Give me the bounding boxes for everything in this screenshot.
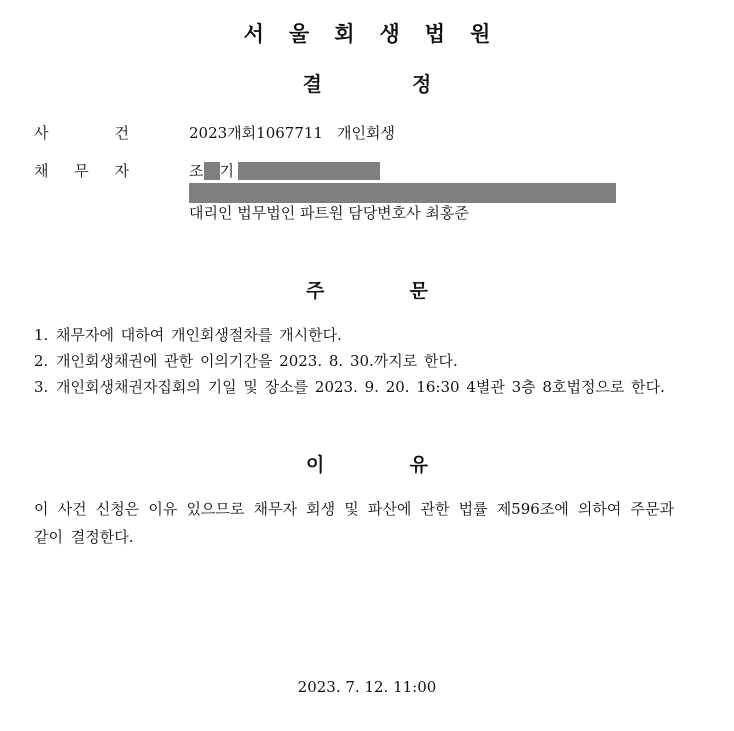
case-value xyxy=(189,123,395,143)
order-heading: 주 문 xyxy=(306,280,428,302)
case-type: 개인회생 xyxy=(336,124,395,142)
case-row xyxy=(34,123,395,143)
debtor-name-last: 기 xyxy=(219,162,234,180)
debtor-name-redaction xyxy=(204,162,220,180)
document-type: 결정 xyxy=(302,72,522,96)
debtor-id-redaction xyxy=(238,162,380,180)
reason-heading: 이 유 xyxy=(306,454,428,476)
debtor-address-redaction xyxy=(189,183,616,203)
case-label: 사 건 xyxy=(34,124,129,142)
order-item: 2. 개인회생채권에 관한 이의기간을 2023. 8. 30.까지로 한다. xyxy=(34,352,458,370)
debtor-value xyxy=(189,161,380,181)
court-name: 서울회생법원 xyxy=(243,22,516,46)
decision-date: 2023. 7. 12. 11:00 xyxy=(297,678,437,696)
debtor-name-first: 조 xyxy=(189,162,204,180)
debtor-row xyxy=(34,161,234,181)
reason-text: 이 사건 신청은 이유 있으므로 채무자 회생 및 파산에 관한 법률 제596조에 의하여 주문과 같이 결정한다. xyxy=(34,500,674,546)
case-number: 2023개회1067711 xyxy=(189,124,323,142)
debtor-label: 채 무 자 xyxy=(34,162,129,180)
order-list xyxy=(34,322,679,400)
order-item: 1. 채무자에 대하여 개인회생절차를 개시한다. xyxy=(34,326,342,344)
order-item: 3. 개인회생채권자집회의 기일 및 장소를 2023. 9. 20. 16:30 4별관 3층 8호법정으로 한다. xyxy=(34,378,665,396)
agent-line: 대리인 법무법인 파트원 담당변호사 최홍준 xyxy=(189,204,469,222)
